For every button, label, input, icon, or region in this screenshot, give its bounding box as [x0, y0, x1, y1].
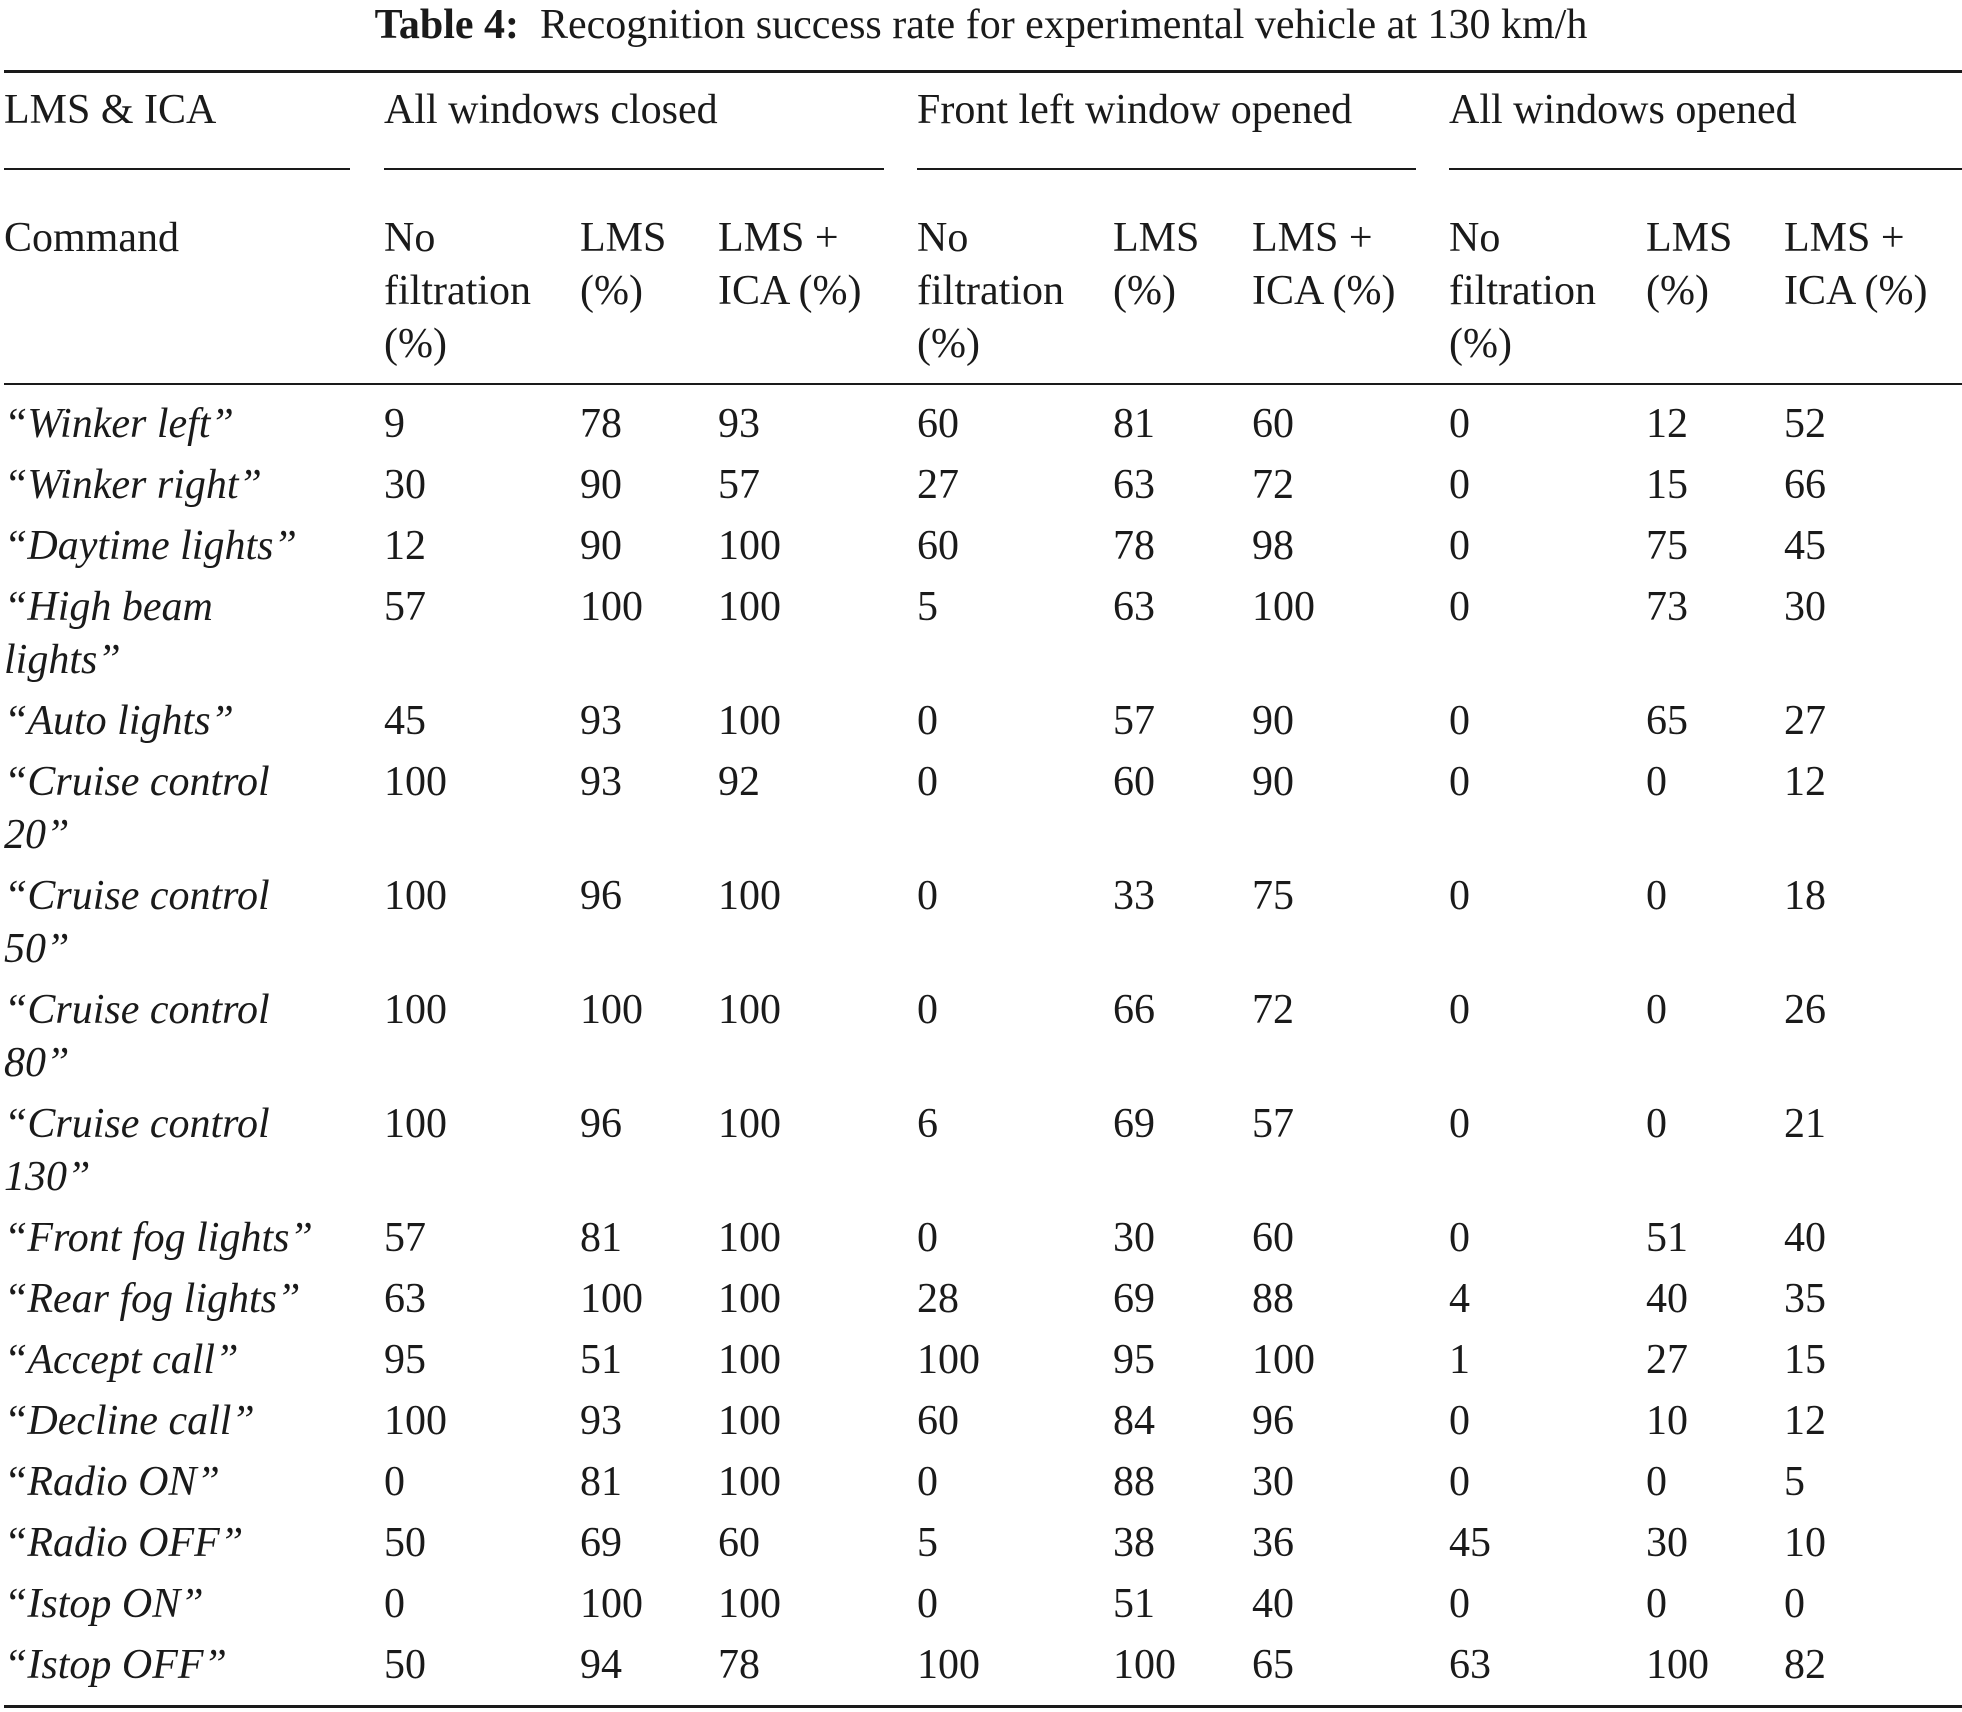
table-cell-value: 0	[1646, 873, 1667, 919]
command-label: 130”	[4, 1154, 91, 1200]
table-cell-value: 69	[1113, 1101, 1155, 1147]
column-subheader: No	[1449, 215, 1501, 261]
table-cell-value: 15	[1646, 462, 1688, 508]
table-cell-value: 98	[1252, 523, 1294, 569]
corner-header-bottom: Command	[4, 215, 179, 261]
table-cell-value: 78	[718, 1642, 760, 1688]
table-cell-value: 60	[917, 401, 959, 447]
column-subheader: LMS +	[1784, 215, 1905, 261]
column-subheader: (%)	[1113, 268, 1176, 314]
table-cell-value: 0	[1449, 523, 1470, 569]
corner-underline	[4, 168, 350, 170]
table-cell-value: 45	[1784, 523, 1826, 569]
table-cell-value: 63	[1113, 462, 1155, 508]
table-cell-value: 1	[1449, 1337, 1470, 1383]
table-cell-value: 72	[1252, 987, 1294, 1033]
table-cell-value: 100	[718, 584, 781, 630]
command-label: “Radio ON”	[4, 1459, 220, 1505]
table-cell-value: 0	[1449, 1215, 1470, 1261]
column-subheader: filtration	[384, 268, 531, 314]
command-label: “Rear fog lights”	[4, 1276, 301, 1322]
table-cell-value: 63	[384, 1276, 426, 1322]
column-subheader: (%)	[580, 268, 643, 314]
table-cell-value: 0	[1449, 1459, 1470, 1505]
table-cell-value: 5	[1784, 1459, 1805, 1505]
column-subheader: (%)	[1449, 321, 1512, 367]
table-cell-value: 100	[580, 987, 643, 1033]
column-subheader: LMS	[580, 215, 667, 261]
table-cell-value: 0	[1449, 584, 1470, 630]
table-cell-value: 57	[384, 1215, 426, 1261]
caption-label: Table 4:	[374, 2, 519, 48]
table-cell-value: 27	[1646, 1337, 1688, 1383]
table-cell-value: 88	[1113, 1459, 1155, 1505]
table-cell-value: 0	[1646, 1459, 1667, 1505]
table-cell-value: 100	[718, 1581, 781, 1627]
table-cell-value: 27	[917, 462, 959, 508]
table-cell-value: 0	[917, 987, 938, 1033]
column-subheader: LMS	[1646, 215, 1733, 261]
table-cell-value: 51	[580, 1337, 622, 1383]
table-cell-value: 9	[384, 401, 405, 447]
table-cell-value: 96	[580, 873, 622, 919]
table-cell-value: 12	[384, 523, 426, 569]
table-cell-value: 27	[1784, 698, 1826, 744]
table-cell-value: 100	[917, 1642, 980, 1688]
column-subheader: (%)	[917, 321, 980, 367]
group-header: Front left window opened	[917, 87, 1353, 133]
table-cell-value: 30	[384, 462, 426, 508]
header-bottom-rule	[4, 383, 1962, 385]
table-cell-value: 81	[1113, 401, 1155, 447]
table-cell-value: 100	[1252, 584, 1315, 630]
table-cell-value: 100	[718, 873, 781, 919]
table-cell-value: 100	[718, 1215, 781, 1261]
table-cell-value: 60	[917, 523, 959, 569]
group-header: All windows opened	[1449, 87, 1797, 133]
column-subheader: No	[917, 215, 969, 261]
table-cell-value: 0	[917, 873, 938, 919]
table-cell-value: 100	[580, 1581, 643, 1627]
column-subheader: ICA (%)	[1784, 268, 1928, 314]
table-cell-value: 88	[1252, 1276, 1294, 1322]
table-cell-value: 52	[1784, 401, 1826, 447]
command-label: “Auto lights”	[4, 698, 234, 744]
table-cell-value: 60	[718, 1520, 760, 1566]
table-cell-value: 100	[580, 584, 643, 630]
command-label: “Cruise control	[4, 987, 270, 1033]
table-cell-value: 0	[917, 1581, 938, 1627]
command-label: “Daytime lights”	[4, 523, 297, 569]
table-cell-value: 60	[917, 1398, 959, 1444]
group-underline	[1449, 168, 1962, 170]
table-cell-value: 92	[718, 759, 760, 805]
table-cell-value: 65	[1646, 698, 1688, 744]
table-cell-value: 90	[1252, 759, 1294, 805]
table-cell-value: 69	[580, 1520, 622, 1566]
table-cell-value: 66	[1784, 462, 1826, 508]
table-cell-value: 26	[1784, 987, 1826, 1033]
command-label: “Winker left”	[4, 401, 234, 447]
table-cell-value: 57	[1252, 1101, 1294, 1147]
table-cell-value: 66	[1113, 987, 1155, 1033]
table-cell-value: 100	[1113, 1642, 1176, 1688]
table-cell-value: 12	[1646, 401, 1688, 447]
table-top-rule	[4, 70, 1962, 73]
table-cell-value: 0	[917, 1459, 938, 1505]
table-cell-value: 0	[384, 1459, 405, 1505]
group-underline	[384, 168, 884, 170]
table-cell-value: 0	[1449, 401, 1470, 447]
column-subheader: (%)	[384, 321, 447, 367]
command-label: 20”	[4, 812, 70, 858]
table-cell-value: 38	[1113, 1520, 1155, 1566]
table-cell-value: 63	[1113, 584, 1155, 630]
table-cell-value: 45	[384, 698, 426, 744]
table-cell-value: 50	[384, 1642, 426, 1688]
table-cell-value: 18	[1784, 873, 1826, 919]
table-cell-value: 63	[1449, 1642, 1491, 1688]
table-cell-value: 0	[1646, 1101, 1667, 1147]
table-cell-value: 0	[917, 759, 938, 805]
table-cell-value: 28	[917, 1276, 959, 1322]
table-cell-value: 100	[1646, 1642, 1709, 1688]
table-cell-value: 81	[580, 1459, 622, 1505]
table-cell-value: 75	[1646, 523, 1688, 569]
command-label: 80”	[4, 1040, 70, 1086]
table-cell-value: 0	[1449, 462, 1470, 508]
table-cell-value: 0	[1646, 987, 1667, 1033]
table-cell-value: 30	[1646, 1520, 1688, 1566]
column-subheader: ICA (%)	[718, 268, 862, 314]
table-cell-value: 75	[1252, 873, 1294, 919]
table-cell-value: 50	[384, 1520, 426, 1566]
column-subheader: (%)	[1646, 268, 1709, 314]
group-header: All windows closed	[384, 87, 718, 133]
table-cell-value: 0	[1646, 759, 1667, 805]
table-cell-value: 96	[580, 1101, 622, 1147]
table-cell-value: 69	[1113, 1276, 1155, 1322]
table-cell-value: 78	[580, 401, 622, 447]
table-cell-value: 100	[917, 1337, 980, 1383]
table-cell-value: 60	[1252, 401, 1294, 447]
table-cell-value: 36	[1252, 1520, 1294, 1566]
table-cell-value: 100	[718, 523, 781, 569]
table-cell-value: 93	[580, 759, 622, 805]
table-cell-value: 93	[718, 401, 760, 447]
table-cell-value: 100	[384, 873, 447, 919]
table-bottom-rule	[4, 1705, 1962, 1708]
table-cell-value: 90	[1252, 698, 1294, 744]
table-cell-value: 96	[1252, 1398, 1294, 1444]
command-label: “Winker right”	[4, 462, 262, 508]
table-cell-value: 12	[1784, 1398, 1826, 1444]
table-cell-value: 6	[917, 1101, 938, 1147]
command-label: “High beam	[4, 584, 213, 630]
table-cell-value: 0	[1449, 698, 1470, 744]
table-cell-value: 0	[1449, 987, 1470, 1033]
table-cell-value: 84	[1113, 1398, 1155, 1444]
table-cell-value: 100	[718, 1337, 781, 1383]
table-cell-value: 72	[1252, 462, 1294, 508]
command-label: “Front fog lights”	[4, 1215, 313, 1261]
table-cell-value: 45	[1449, 1520, 1491, 1566]
table-cell-value: 0	[1784, 1581, 1805, 1627]
table-cell-value: 0	[1449, 1398, 1470, 1444]
table-cell-value: 82	[1784, 1642, 1826, 1688]
table-cell-value: 10	[1784, 1520, 1826, 1566]
table-cell-value: 100	[718, 1276, 781, 1322]
group-underline	[917, 168, 1416, 170]
table-cell-value: 100	[718, 1101, 781, 1147]
table-cell-value: 60	[1252, 1215, 1294, 1261]
table-cell-value: 51	[1646, 1215, 1688, 1261]
column-subheader: filtration	[917, 268, 1064, 314]
command-label: “Cruise control	[4, 873, 270, 919]
table-cell-value: 21	[1784, 1101, 1826, 1147]
table-cell-value: 57	[384, 584, 426, 630]
table-cell-value: 78	[1113, 523, 1155, 569]
caption-text: Recognition success rate for experimental vehicle at 130 km/h	[540, 2, 1588, 48]
table-cell-value: 0	[917, 698, 938, 744]
column-subheader: filtration	[1449, 268, 1596, 314]
table-cell-value: 100	[580, 1276, 643, 1322]
table-cell-value: 33	[1113, 873, 1155, 919]
command-label: “Cruise control	[4, 1101, 270, 1147]
table-cell-value: 30	[1113, 1215, 1155, 1261]
table-cell-value: 0	[1449, 873, 1470, 919]
table-cell-value: 40	[1784, 1215, 1826, 1261]
table-cell-value: 60	[1113, 759, 1155, 805]
command-label: “Cruise control	[4, 759, 270, 805]
command-label: lights”	[4, 637, 121, 683]
command-label: “Accept call”	[4, 1337, 239, 1383]
table-cell-value: 65	[1252, 1642, 1294, 1688]
column-subheader: LMS +	[1252, 215, 1373, 261]
column-subheader: LMS	[1113, 215, 1200, 261]
table-cell-value: 35	[1784, 1276, 1826, 1322]
table-cell-value: 30	[1784, 584, 1826, 630]
table-cell-value: 100	[384, 1398, 447, 1444]
table-cell-value: 15	[1784, 1337, 1826, 1383]
table-cell-value: 0	[1646, 1581, 1667, 1627]
table-cell-value: 57	[718, 462, 760, 508]
table-cell-value: 0	[917, 1215, 938, 1261]
command-label: “Istop ON”	[4, 1581, 204, 1627]
table-cell-value: 4	[1449, 1276, 1470, 1322]
table-cell-value: 57	[1113, 698, 1155, 744]
table-cell-value: 51	[1113, 1581, 1155, 1627]
table-cell-value: 81	[580, 1215, 622, 1261]
table-cell-value: 95	[1113, 1337, 1155, 1383]
table-cell-value: 100	[384, 759, 447, 805]
table-cell-value: 40	[1646, 1276, 1688, 1322]
command-label: “Decline call”	[4, 1398, 255, 1444]
table-cell-value: 100	[718, 1398, 781, 1444]
column-subheader: LMS +	[718, 215, 839, 261]
table-cell-value: 73	[1646, 584, 1688, 630]
command-label: “Radio OFF”	[4, 1520, 244, 1566]
table-cell-value: 93	[580, 698, 622, 744]
table-cell-value: 94	[580, 1642, 622, 1688]
table-cell-value: 40	[1252, 1581, 1294, 1627]
command-label: “Istop OFF”	[4, 1642, 227, 1688]
table-cell-value: 5	[917, 1520, 938, 1566]
table-cell-value: 93	[580, 1398, 622, 1444]
column-subheader: No	[384, 215, 436, 261]
table-cell-value: 5	[917, 584, 938, 630]
table-cell-value: 0	[384, 1581, 405, 1627]
table-caption	[0, 2, 1962, 48]
table-cell-value: 100	[384, 987, 447, 1033]
table-cell-value: 0	[1449, 1581, 1470, 1627]
table-cell-value: 100	[384, 1101, 447, 1147]
table-cell-value: 12	[1784, 759, 1826, 805]
table-cell-value: 90	[580, 523, 622, 569]
table-cell-value: 90	[580, 462, 622, 508]
table-cell-value: 100	[718, 698, 781, 744]
table-cell-value: 100	[1252, 1337, 1315, 1383]
table-cell-value: 100	[718, 1459, 781, 1505]
command-label: 50”	[4, 926, 70, 972]
table-cell-value: 30	[1252, 1459, 1294, 1505]
column-subheader: ICA (%)	[1252, 268, 1396, 314]
table-cell-value: 95	[384, 1337, 426, 1383]
table-cell-value: 10	[1646, 1398, 1688, 1444]
table-cell-value: 100	[718, 987, 781, 1033]
table-cell-value: 0	[1449, 759, 1470, 805]
table-cell-value: 0	[1449, 1101, 1470, 1147]
corner-header-top: LMS & ICA	[4, 87, 217, 133]
